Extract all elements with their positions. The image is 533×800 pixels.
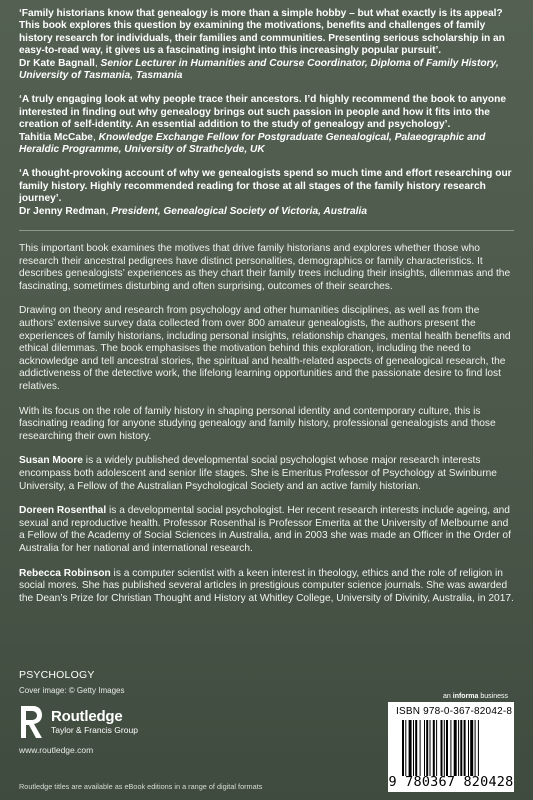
endorsement-quote: ‘A thought-provoking account of why we genealogists spend so much time and effort researching our family history. Highly recommended reading for those at all stages of the family history research journey’. Dr Jenny Redman, President, Genealogical Society of Victoria, Australia xyxy=(19,168,512,217)
quote-text: ‘Family historians know that genealogy is more than a simple hobby – but what exactly is its appeal? This book explores this question by examining the motivations, benefits and challenges of family history research for individuals, their families and communities. Presenting serious scholarship in an easy-to-read way, it gives us a fascinating insight into this increasingly popular pursuit’. xyxy=(19,8,505,57)
routledge-r-icon xyxy=(19,704,45,740)
section-divider xyxy=(19,230,514,231)
quote-author: Dr Kate Bagnall xyxy=(19,57,95,69)
publisher-logo xyxy=(19,704,138,740)
ebook-note: Routledge titles are available as eBook editions in a range of digital formats xyxy=(19,782,263,791)
cover-footer xyxy=(19,669,514,800)
barcode-digits: 9 780367 820428 xyxy=(388,774,514,790)
quote-role: President, Genealogical Society of Victoria, Australia xyxy=(111,205,368,217)
author-name: Doreen Rosenthal xyxy=(19,505,107,517)
quote-role: Senior Lecturer in Humanities and Course Coordinator, Diploma of Family History, University of Tasmania, Tasmania xyxy=(19,57,499,82)
informa-business-tag: an informa business xyxy=(443,693,508,700)
quote-text: ‘A truly engaging look at why people trace their ancestors. I’d highly recommend the book to anyone interested in finding out why genealogy brings out such passion in people and how it fits into the creation of self-identity. An essential addition to the study of genealogy and psychology’. xyxy=(19,94,507,131)
publisher-group: Taylor & Francis Group xyxy=(51,725,138,735)
author-name: Rebecca Robinson xyxy=(19,567,111,579)
description-paragraph: With its focus on the role of family history in shaping personal identity and contemporary culture, this is fascinating reading for anyone studying genealogy and family history, professional genealogists and those researching their own history. xyxy=(19,405,496,442)
description-paragraph: This important book examines the motives that drive family historians and explores whether those who research their ancestral pedigrees have distinct personalities, demographics or family characteristics. It describes genealogists’ experiences as they chart their family trees including their insights, dilemmas and the fascinating, sometimes disturbing and often surprising, outcomes of their searches. xyxy=(19,243,511,292)
barcode-icon xyxy=(402,720,506,776)
description-paragraph: Drawing on theory and research from psychology and other humanities disciplines, as well as from the authors’ extensive survey data collected from over 800 amateur genealogists, the authors present the experiences of family historians, including personal insights, relationship changes, mental health benefits and ethical dilemmas. The book emphasises the motivation behind this exploration, including the need to acknowledge and tell ancestral stories, the spiritual and health-related aspects of genealogical research, the addictiveness of the detective work, the lifelong learning opportunities and the passionate desire to find lost relatives. xyxy=(19,305,511,393)
isbn-barcode xyxy=(388,702,514,792)
endorsement-quote: ‘A truly engaging look at why people trace their ancestors. I’d highly recommend the book to anyone interested in finding out why genealogy brings out such passion in people and how it fits into the creation of self-identity. An essential addition to the study of genealogy and psychology’. Tahitia McCabe, Knowledge Exchange Fellow for Postgraduate Genealogical, Palaeographic and Heraldic Programme, University of Strathclyde, UK xyxy=(19,94,507,156)
quote-text: ‘A thought-provoking account of why we genealogists spend so much time and effort researching our family history. Highly recommended reading for those at all stages of the family history research journey’. xyxy=(19,168,512,205)
quote-author: Dr Jenny Redman xyxy=(19,205,106,217)
subject-category: PSYCHOLOGY xyxy=(19,669,95,681)
author-bio xyxy=(19,568,514,606)
endorsement-quote: ‘Family historians know that genealogy is more than a simple hobby – but what exactly is its appeal? This book explores this question by examining the motivations, benefits and challenges of family history research for individuals, their families and communities. Presenting serious scholarship in an easy-to-read way, it gives us a fascinating insight into this increasingly popular pursuit’. Dr Kate Bagnall, Senior Lecturer in Humanities and Course Coordinator, Diploma of Family History, University of Tasmania, Tasmania xyxy=(19,8,505,82)
publisher-name: Routledge xyxy=(51,708,123,725)
quote-author: Tahitia McCabe xyxy=(19,131,93,143)
publisher-website: www.routledge.com xyxy=(19,745,94,755)
isbn-number: ISBN 978-0-367-82042-8 xyxy=(396,706,513,717)
cover-image-credit: Cover image: © Getty Images xyxy=(19,686,125,695)
author-bio xyxy=(19,505,514,555)
author-bio-text: is a developmental social psychologist. Her recent research interests include ageing, and sexual and reproductive health. Professor Rosenthal is Professor Emerita at the University of Melbourne and a Fellow of the Academy of Social Sciences in Australia, and in 2003 she was made an Officer in the Order of Australia for her national and international research. xyxy=(19,505,511,554)
author-bio-text: is a widely published developmental social psychologist whose major research interests encompass both adolescent and senior life stages. She is Emeritus Professor of Psychology at Swinburne University, a Fellow of the Australian Psychological Society and an active family historian. xyxy=(19,455,497,492)
author-bio xyxy=(19,455,514,493)
author-bio-text: is a computer scientist with a keen interest in theology, ethics and the role of religion in social mores. She has published several articles in prestigious computer science journals. She was awarded the Dean’s Prize for Christian Thought and History at Whitley College, University of Divinity, Australia, in 2017. xyxy=(19,567,514,604)
author-name: Susan Moore xyxy=(19,455,83,467)
quote-role: Knowledge Exchange Fellow for Postgraduate Genealogical, Palaeographic and Heraldic Programme, University of Strathclyde, UK xyxy=(19,131,486,156)
